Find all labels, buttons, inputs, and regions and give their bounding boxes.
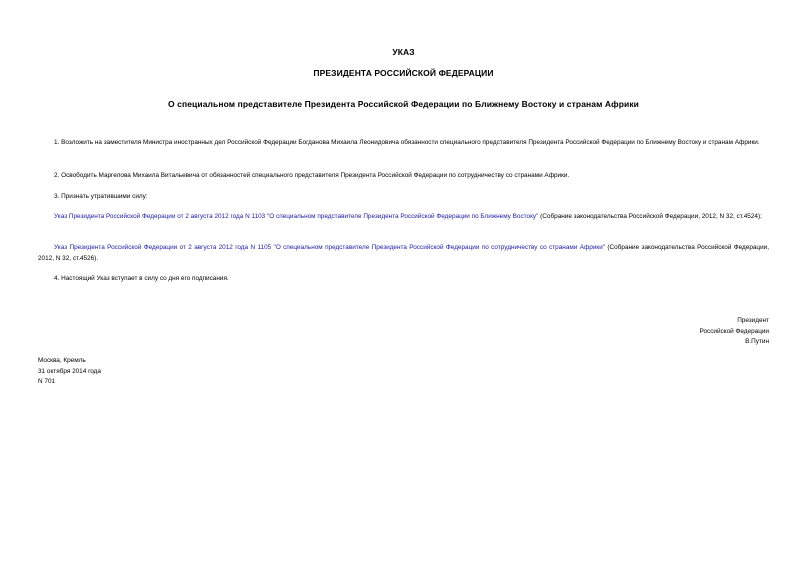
paragraph-4: 4. Настоящий Указ вступает в силу со дня его подписания. <box>54 275 229 282</box>
signature-block <box>700 316 770 348</box>
signature-country: Российской Федерации <box>699 327 769 335</box>
paragraph-1: 1. Возложить на заместителя Министра иностранных дел Российской Федерации Богданова Михаила Леонидовича обязанности специального представителя Президента Российской Федерации по Ближнему Востоку и странам Африки. <box>54 139 760 146</box>
document-title: УКАЗ <box>392 47 415 57</box>
decree-number: N 701 <box>38 378 56 385</box>
paragraph-3: 3. Признать утратившими силу: <box>54 193 148 200</box>
decree-1105-link[interactable]: Указ Президента Российской Федерации от 2 августа 2012 года N 1105 "О специальном представителе Президента Российской Федерации по сотрудничеству со странами Африки" <box>54 244 606 251</box>
document-issuer: ПРЕЗИДЕНТА РОССИЙСКОЙ ФЕДЕРАЦИИ <box>313 68 494 78</box>
decree-1105-citation: (Собрание законодательства Российской Федерации, 2012, N 32, ст.4526). <box>38 244 770 262</box>
decree-1103-citation: (Собрание законодательства Российской Федерации, 2012, N 32, ст.4524); <box>538 213 762 220</box>
signing-place: Москва, Кремль <box>38 357 86 364</box>
decree-1103-link[interactable]: Указ Президента Российской Федерации от 2 августа 2012 года N 1103 "О специальном представителе Президента Российской Федерации по Ближнему Востоку" <box>54 213 539 220</box>
paragraph-2: 2. Освободить Маргелова Михаила Витальевича от обязанностей специального представителя Президента Российской Федерации по сотрудничеству со странами Африки. <box>54 172 570 179</box>
signature-name: В.Путин <box>745 338 769 345</box>
place-date-block <box>38 356 101 388</box>
signing-date: 31 октября 2014 года <box>38 367 101 375</box>
repealed-decree-2 <box>38 243 769 264</box>
document-subject: О специальном представителе Президента Российской Федерации по Ближнему Востоку и странам Африки <box>167 99 639 109</box>
signature-position: Президент <box>737 317 769 324</box>
repealed-decree-1 <box>38 212 769 223</box>
